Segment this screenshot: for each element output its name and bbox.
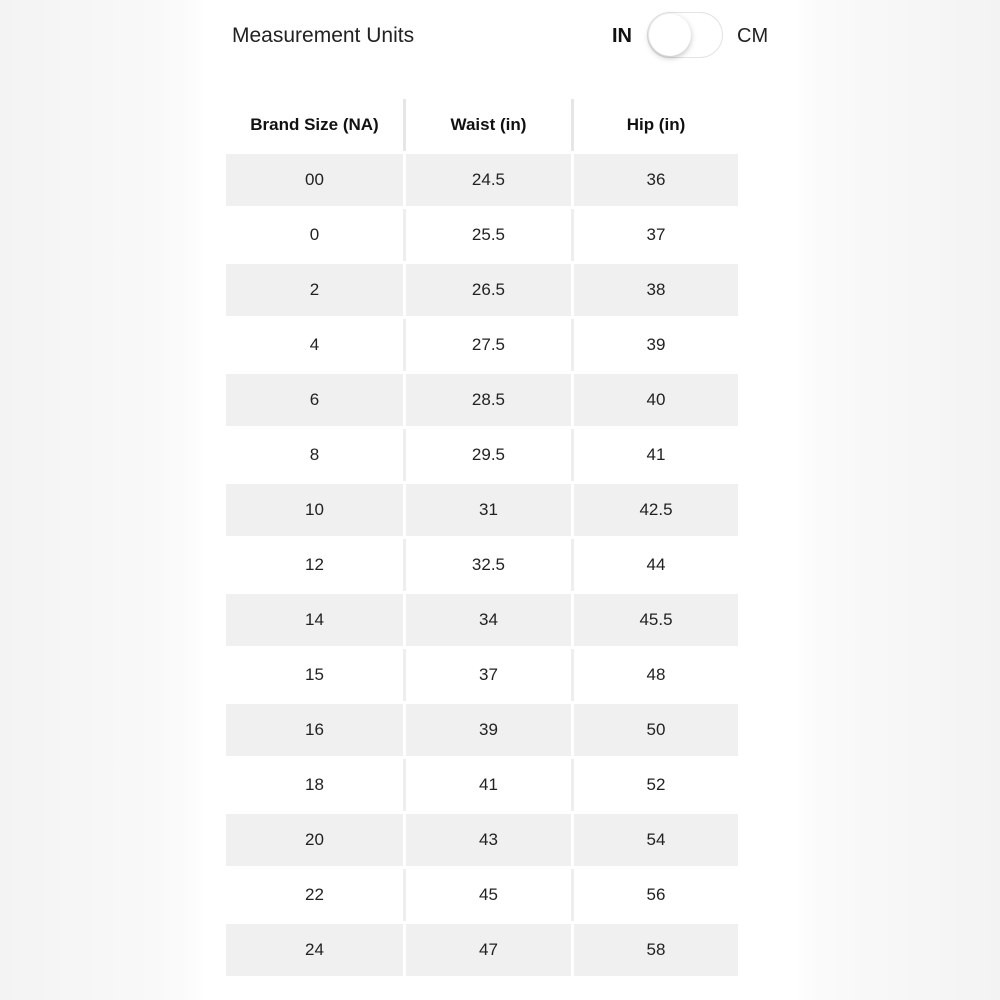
size-table: [226, 99, 738, 979]
header-waist: Waist (in): [450, 115, 527, 134]
cell-brand-size: 4: [309, 335, 320, 354]
cell-waist: 37: [479, 665, 498, 684]
cell-waist: 25.5: [471, 225, 506, 244]
cell-waist: 39: [406, 704, 571, 756]
cell-hip: 50: [574, 704, 738, 756]
table-row: [226, 759, 738, 811]
header-hip: Hip (in): [626, 115, 686, 134]
cell-hip: 48: [646, 665, 666, 684]
cell-waist: 31: [406, 484, 571, 536]
cell-brand-size: 8: [309, 445, 320, 464]
cell-hip: 58: [574, 924, 738, 976]
toggle-knob: [649, 14, 691, 56]
unit-option-cm[interactable]: CM: [737, 25, 769, 47]
cell-waist: 27.5: [471, 335, 506, 354]
table-row: [226, 594, 738, 646]
table-row: [226, 154, 738, 206]
table-body: [226, 154, 738, 976]
cell-brand-size: 14: [226, 594, 403, 646]
table-row: [226, 484, 738, 536]
cell-hip: 56: [646, 885, 666, 904]
measurement-units-label: Measurement Units: [232, 24, 415, 47]
cell-brand-size: 16: [226, 704, 403, 756]
table-row: [226, 924, 738, 976]
table-row: [226, 319, 738, 371]
cell-waist: 45: [479, 885, 498, 904]
cell-waist: 41: [479, 775, 498, 794]
cell-brand-size: 18: [305, 775, 324, 794]
cell-waist: 24.5: [406, 154, 571, 206]
cell-waist: 26.5: [406, 264, 571, 316]
table-row: [226, 869, 738, 921]
cell-hip: 39: [646, 335, 666, 354]
cell-brand-size: 10: [226, 484, 403, 536]
cell-hip: 54: [574, 814, 738, 866]
cell-hip: 52: [646, 775, 666, 794]
cell-brand-size: 0: [309, 225, 320, 244]
cell-waist: 29.5: [471, 445, 506, 464]
cell-waist: 47: [406, 924, 571, 976]
cell-hip: 44: [646, 555, 666, 574]
cell-brand-size: 6: [226, 374, 403, 426]
cell-hip: 38: [574, 264, 738, 316]
table-row: [226, 374, 738, 426]
cell-brand-size: 00: [226, 154, 403, 206]
table-row: [226, 704, 738, 756]
cell-hip: 41: [646, 445, 666, 464]
table-row: [226, 429, 738, 481]
table-row: [226, 814, 738, 866]
table-row: [226, 209, 738, 261]
cell-hip: 36: [574, 154, 738, 206]
cell-hip: 42.5: [574, 484, 738, 536]
cell-brand-size: 24: [226, 924, 403, 976]
size-chart-panel: [203, 0, 799, 1000]
header-brand-size: Brand Size (NA): [250, 115, 379, 134]
table-row: [226, 264, 738, 316]
units-toggle[interactable]: [647, 12, 723, 58]
cell-hip: 45.5: [574, 594, 738, 646]
cell-brand-size: 22: [305, 885, 324, 904]
cell-brand-size: 12: [305, 555, 324, 574]
cell-waist: 34: [406, 594, 571, 646]
cell-brand-size: 20: [226, 814, 403, 866]
measurement-units-row: [203, 0, 799, 76]
cell-waist: 32.5: [471, 555, 506, 574]
table-row: [226, 649, 738, 701]
cell-brand-size: 2: [226, 264, 403, 316]
cell-waist: 28.5: [406, 374, 571, 426]
cell-waist: 43: [406, 814, 571, 866]
unit-option-in[interactable]: IN: [612, 25, 632, 47]
cell-hip: 40: [574, 374, 738, 426]
table-row: [226, 539, 738, 591]
cell-hip: 37: [646, 225, 666, 244]
cell-brand-size: 15: [305, 665, 324, 684]
table-header: [226, 99, 738, 154]
